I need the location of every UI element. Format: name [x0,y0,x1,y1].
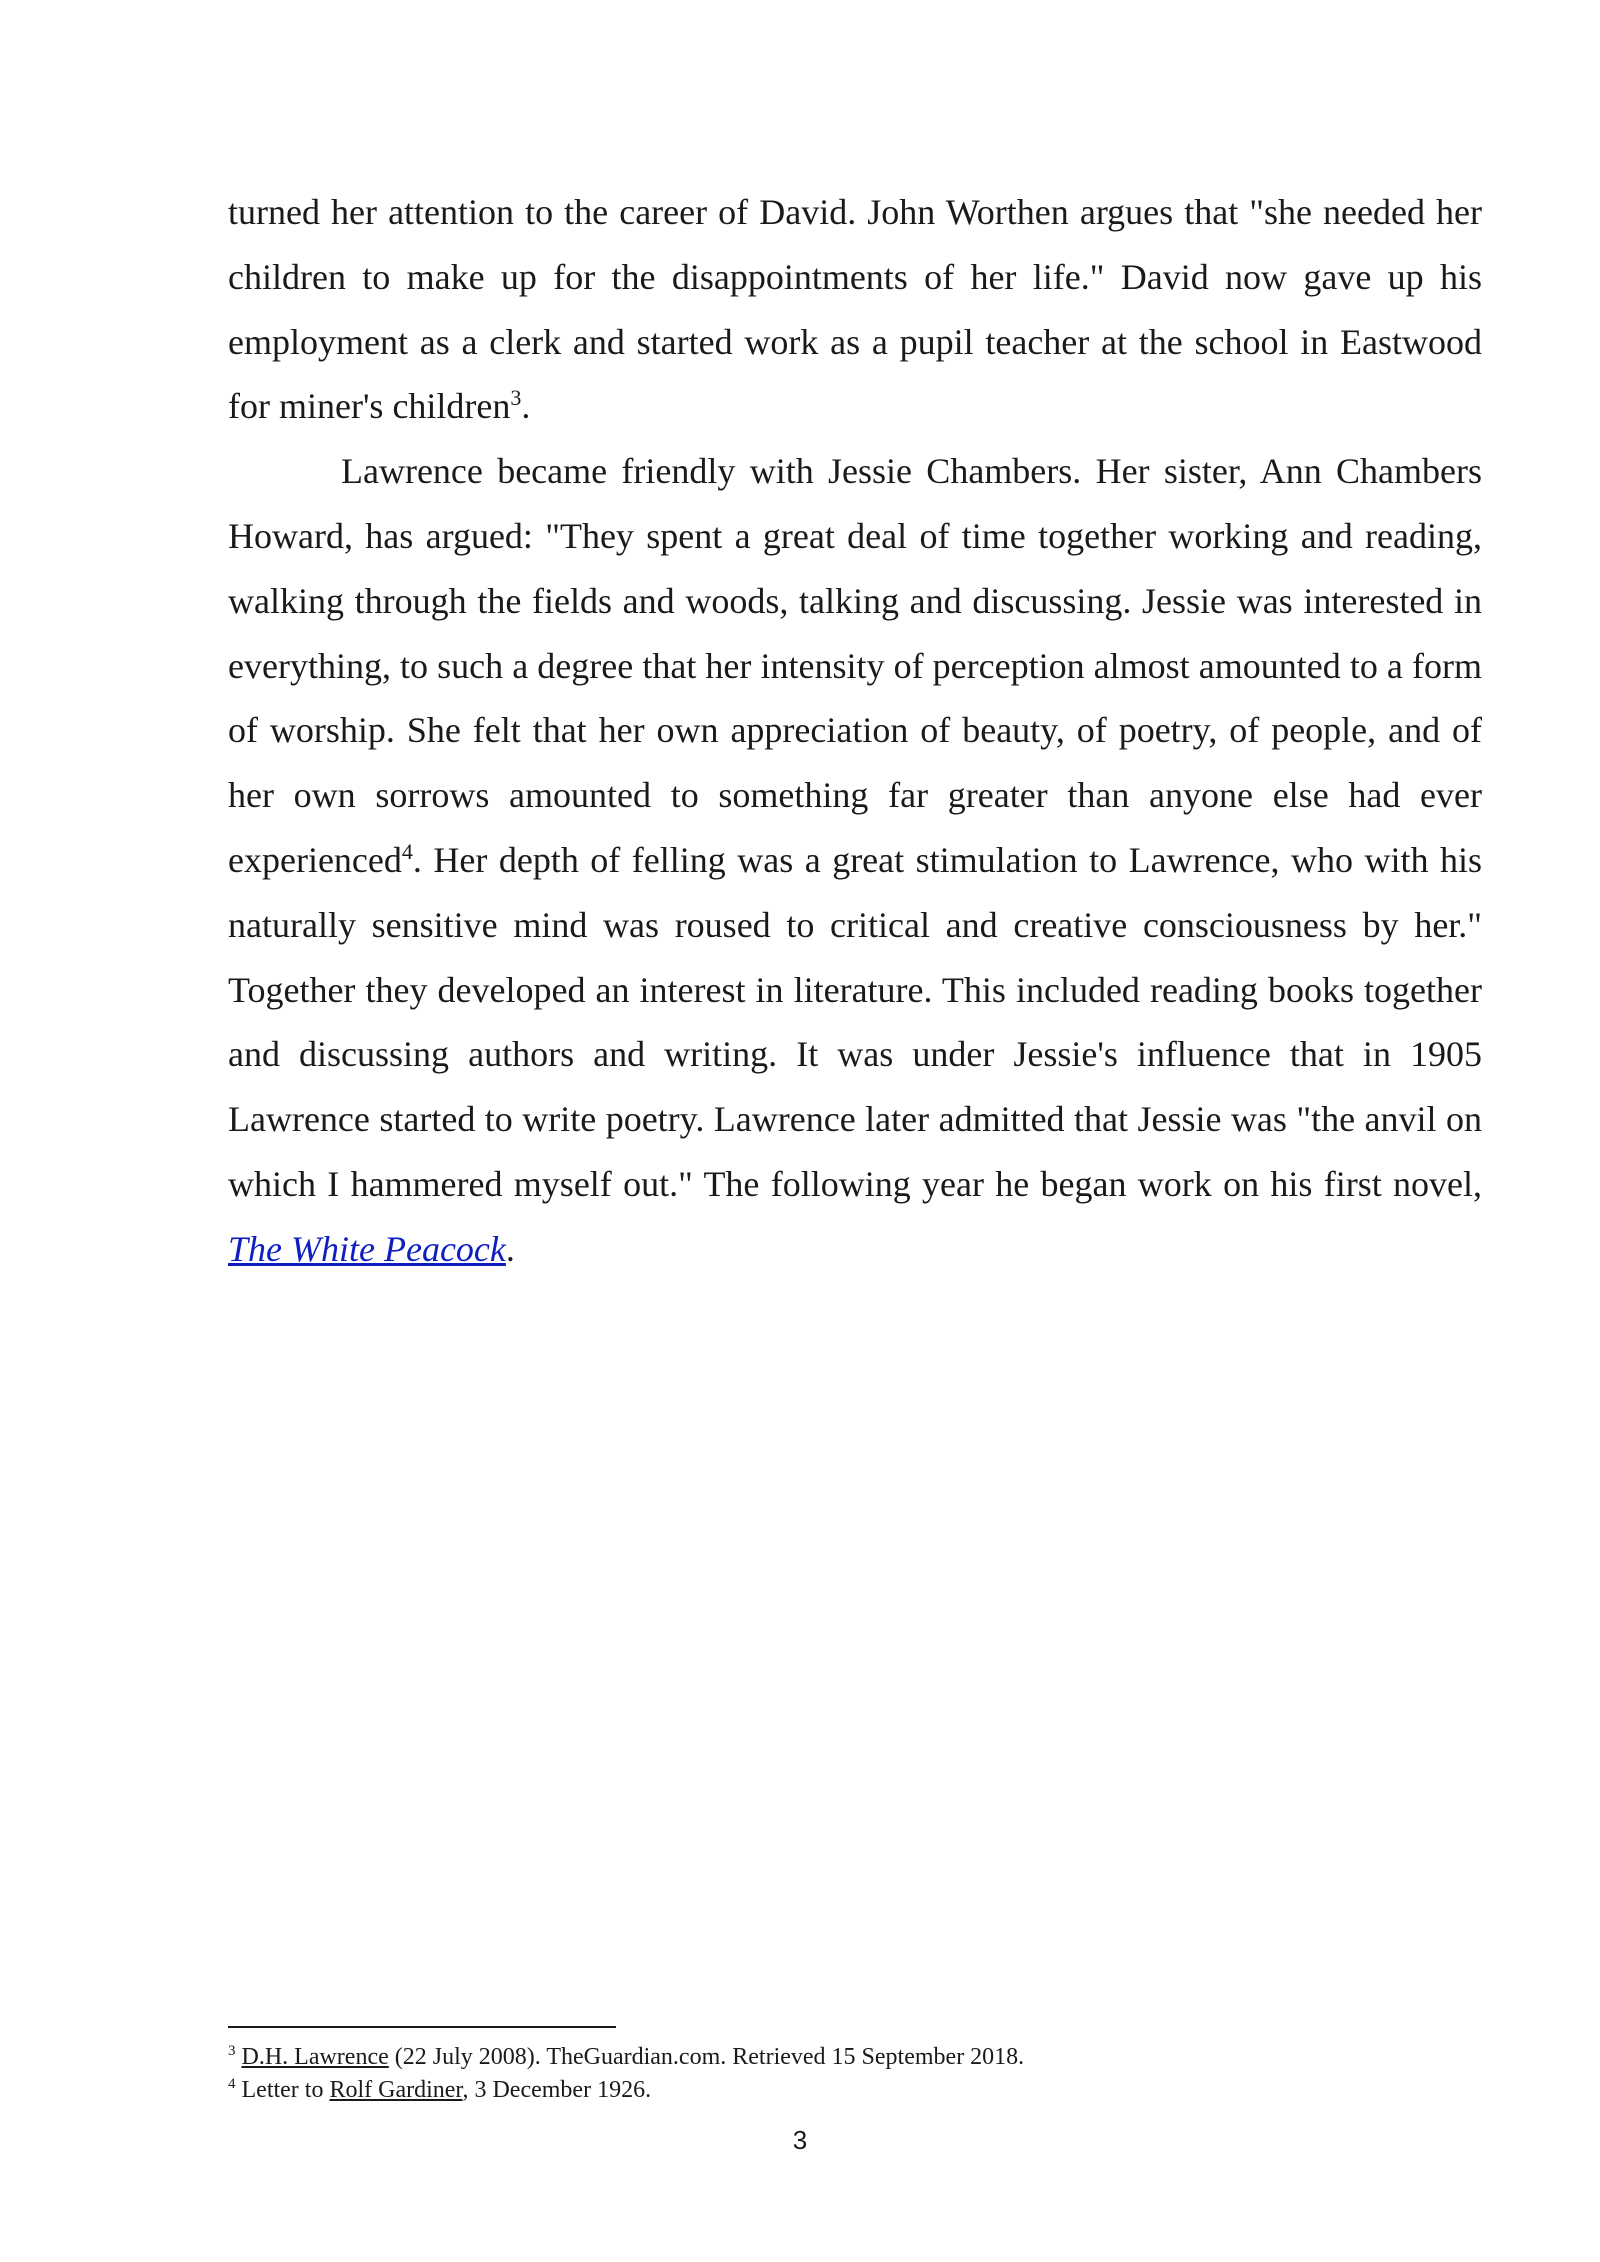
paragraph-1 [228,180,1482,439]
footnote-marker-3: 3 [228,2043,236,2059]
body-text [228,180,1482,1282]
page-number: 3 [792,2125,808,2155]
footnote-ref-3[interactable]: 3 [510,385,522,411]
footnote-marker-4: 4 [228,2076,236,2092]
footnote-ref-4[interactable]: 4 [401,838,413,864]
paragraph-2-text-a: Lawrence became friendly with Jessie Chambers. Her sister, Ann Chambers Howard, has argued: "They spent a great deal of time together working and reading, walking through the fields and woods, talking and discussing. Jessie was interested in everything, to such a degree that her intensity of perception almost amounted to a form of worship. She felt that her own appreciation of beauty, of poetry, of people, and of her own sorrows amounted to something far greater than anyone else had ever experienced [228,451,1482,880]
rolf-gardiner-link[interactable]: Rolf Gardiner [329,2077,463,2103]
footnote-4-text: , 3 December 1926. [462,2077,652,2103]
dh-lawrence-link[interactable]: D.H. Lawrence [241,2044,389,2070]
paragraph-2-text-b: . Her depth of felling was a great stimulation to Lawrence, who with his naturally sensitive mind was roused to critical and creative consciousness by her." Together they developed an interest in literature. This included reading books together and discussing authors and writing. It was under Jessie's influence that in 1905 Lawrence started to write poetry. Lawrence later admitted that Jessie was "the anvil on which I hammered myself out." The following year he began work on his first novel, [228,839,1482,1204]
footnotes [228,2041,1482,2107]
paragraph-2-end: . [505,1228,515,1269]
paragraph-1-end: . [521,386,531,427]
footnote-separator [228,2026,616,2028]
footnote-4-prefix: Letter to [235,2077,330,2103]
footnote-3-text: (22 July 2008). TheGuardian.com. Retrieved 15 September 2018. [388,2044,1025,2070]
white-peacock-link[interactable]: The White Peacock [228,1228,506,1269]
footnote-4 [228,2074,1482,2107]
paragraph-2 [228,439,1482,1281]
footnote-3 [228,2041,1482,2074]
paragraph-1-text: turned her attention to the career of David. John Worthen argues that "she needed her children to make up for the disappointments of her life." David now gave up his employment as a clerk and started work as a pupil teacher at the school in Eastwood for miner's children [228,192,1482,427]
